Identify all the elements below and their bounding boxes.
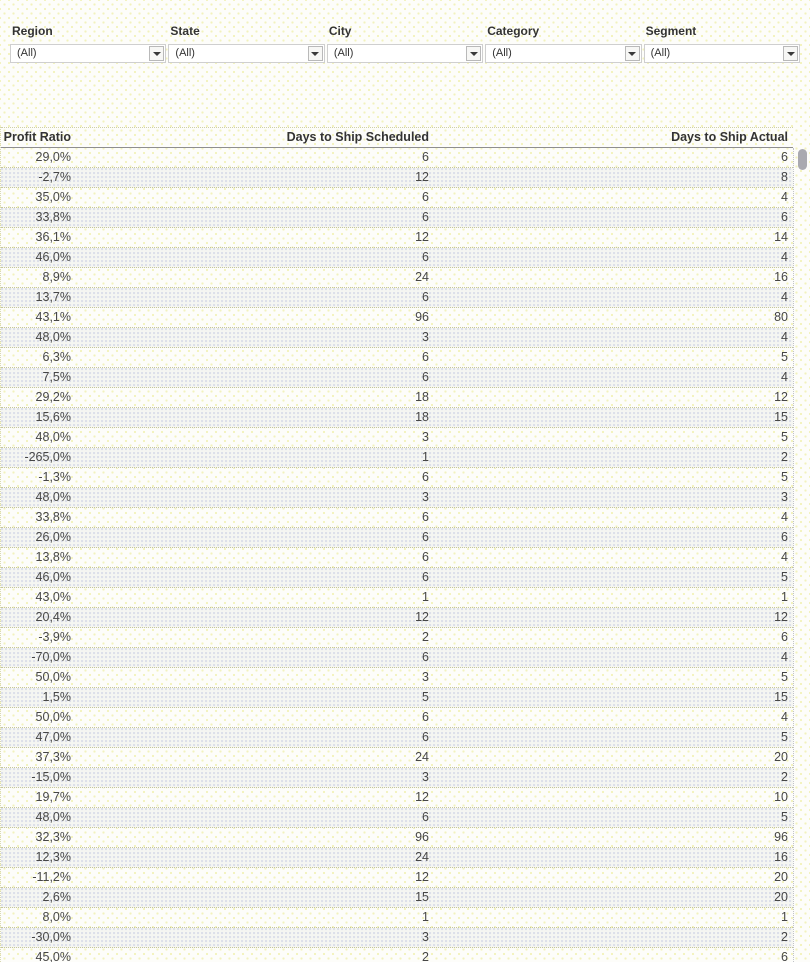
table-cell[interactable]: 15,6% bbox=[35, 410, 71, 424]
table-cell[interactable]: 4 bbox=[781, 550, 788, 564]
category-dropdown[interactable] bbox=[485, 44, 641, 63]
table-row bbox=[1, 308, 793, 328]
table-cell[interactable]: 6 bbox=[422, 190, 429, 204]
table-cell[interactable]: 13,8% bbox=[35, 550, 71, 564]
table-cell[interactable]: 4 bbox=[781, 290, 788, 304]
table-cell[interactable]: 4 bbox=[781, 330, 788, 344]
table-cell[interactable]: 14 bbox=[774, 230, 788, 244]
table-cell[interactable]: 47,0% bbox=[35, 730, 71, 744]
filter-bar bbox=[0, 0, 810, 63]
table-row bbox=[1, 408, 793, 428]
table-row bbox=[1, 248, 793, 268]
table-cell[interactable]: 35,0% bbox=[35, 190, 71, 204]
table-cell[interactable]: -11,2% bbox=[32, 870, 71, 884]
column-header-profit-ratio[interactable]: Profit Ratio bbox=[3, 130, 71, 144]
table-cell[interactable]: 20 bbox=[774, 870, 788, 884]
filter-label: Category bbox=[487, 24, 540, 38]
table-row bbox=[1, 948, 793, 962]
table-cell[interactable]: 96 bbox=[415, 830, 429, 844]
table-cell[interactable]: 2,6% bbox=[42, 890, 71, 904]
table-cell[interactable]: 5 bbox=[422, 690, 429, 704]
table-cell[interactable]: 3 bbox=[422, 670, 429, 684]
table-row bbox=[1, 348, 793, 368]
table-cell[interactable]: 4 bbox=[781, 370, 788, 384]
table-row bbox=[1, 368, 793, 388]
scrollbar-thumb[interactable] bbox=[798, 149, 807, 170]
table-cell[interactable]: 6 bbox=[422, 470, 429, 484]
table-cell[interactable]: 24 bbox=[415, 850, 429, 864]
table-cell[interactable]: 6 bbox=[422, 150, 429, 164]
table-row bbox=[1, 628, 793, 648]
table-cell[interactable]: 5 bbox=[781, 470, 788, 484]
table-cell[interactable]: 5 bbox=[781, 730, 788, 744]
table-cell[interactable]: 48,0% bbox=[35, 330, 71, 344]
table-cell[interactable]: 1 bbox=[422, 590, 429, 604]
table-cell[interactable]: 8 bbox=[781, 170, 788, 184]
table-row bbox=[1, 608, 793, 628]
table-cell[interactable]: 36,1% bbox=[35, 230, 71, 244]
table-row bbox=[1, 428, 793, 448]
table-cell[interactable]: 6 bbox=[422, 810, 429, 824]
filter-label: State bbox=[170, 24, 200, 38]
table-cell[interactable]: 20,4% bbox=[35, 610, 71, 624]
table-cell[interactable]: 96 bbox=[415, 310, 429, 324]
table-cell[interactable]: 6 bbox=[422, 550, 429, 564]
table-cell[interactable]: 6 bbox=[422, 210, 429, 224]
table-cell[interactable]: 46,0% bbox=[35, 570, 71, 584]
filter-state bbox=[168, 24, 324, 63]
table-cell[interactable]: 16 bbox=[774, 850, 788, 864]
table-cell[interactable]: -70,0% bbox=[31, 650, 71, 664]
table-row bbox=[1, 748, 793, 768]
table-cell[interactable]: 2 bbox=[422, 950, 429, 962]
table-cell[interactable]: 24 bbox=[415, 750, 429, 764]
state-dropdown[interactable] bbox=[168, 44, 324, 63]
table-row bbox=[1, 228, 793, 248]
dropdown-button[interactable] bbox=[308, 46, 323, 61]
table-cell[interactable]: 8,9% bbox=[42, 270, 71, 284]
table-cell[interactable]: 4 bbox=[781, 710, 788, 724]
table-cell[interactable]: -265,0% bbox=[24, 450, 71, 464]
table-body bbox=[1, 148, 793, 962]
table-cell[interactable]: 6 bbox=[422, 350, 429, 364]
table-cell[interactable]: 6 bbox=[422, 650, 429, 664]
table-cell[interactable]: 6 bbox=[422, 510, 429, 524]
table-cell[interactable]: 80 bbox=[774, 310, 788, 324]
table-cell[interactable]: 12 bbox=[415, 170, 429, 184]
table-cell[interactable]: 29,0% bbox=[35, 150, 71, 164]
table-row bbox=[1, 208, 793, 228]
table-cell[interactable]: 12 bbox=[415, 870, 429, 884]
table-row bbox=[1, 288, 793, 308]
table-row bbox=[1, 708, 793, 728]
table-cell[interactable]: 2 bbox=[422, 630, 429, 644]
table-cell[interactable]: 10 bbox=[774, 790, 788, 804]
chevron-down-icon bbox=[153, 52, 161, 56]
table-row bbox=[1, 868, 793, 888]
segment-dropdown[interactable] bbox=[644, 44, 800, 63]
table-cell[interactable]: 8,0% bbox=[42, 910, 71, 924]
filter-region bbox=[10, 24, 166, 63]
filter-city bbox=[327, 24, 483, 63]
table-cell[interactable]: 16 bbox=[774, 270, 788, 284]
table-row bbox=[1, 388, 793, 408]
table-cell[interactable]: 1 bbox=[781, 910, 788, 924]
chevron-down-icon bbox=[311, 52, 319, 56]
table-cell[interactable]: 50,0% bbox=[35, 670, 71, 684]
table-row bbox=[1, 728, 793, 748]
table-cell[interactable]: 4 bbox=[781, 250, 788, 264]
table-cell[interactable]: 15 bbox=[774, 690, 788, 704]
table-header bbox=[1, 127, 793, 148]
table-row bbox=[1, 168, 793, 188]
table-cell[interactable]: 2 bbox=[781, 770, 788, 784]
table-cell[interactable]: 12 bbox=[774, 610, 788, 624]
table-cell[interactable]: 5 bbox=[781, 810, 788, 824]
table-cell[interactable]: 3 bbox=[422, 330, 429, 344]
table-row bbox=[1, 688, 793, 708]
table-row bbox=[1, 188, 793, 208]
table-cell[interactable]: 24 bbox=[415, 270, 429, 284]
table-cell[interactable]: 48,0% bbox=[35, 810, 71, 824]
table-cell[interactable]: 46,0% bbox=[35, 250, 71, 264]
table-cell[interactable]: 12 bbox=[415, 790, 429, 804]
table-cell[interactable]: 5 bbox=[781, 430, 788, 444]
filter-segment bbox=[644, 24, 800, 63]
table-cell[interactable]: 13,7% bbox=[35, 290, 71, 304]
dropdown-button[interactable] bbox=[783, 46, 798, 61]
table-cell[interactable]: 6 bbox=[781, 210, 788, 224]
table-cell[interactable]: -15,0% bbox=[31, 770, 71, 784]
table-cell[interactable]: 33,8% bbox=[35, 210, 71, 224]
table-row bbox=[1, 768, 793, 788]
data-table bbox=[0, 127, 793, 962]
table-cell[interactable]: -30,0% bbox=[31, 930, 71, 944]
dropdown-value: (All) bbox=[333, 47, 354, 59]
column-header-days-to-ship-scheduled[interactable]: Days to Ship Scheduled bbox=[286, 130, 429, 144]
table-cell[interactable]: 29,2% bbox=[35, 390, 71, 404]
table-row bbox=[1, 448, 793, 468]
table-cell[interactable]: 1 bbox=[781, 590, 788, 604]
chevron-down-icon bbox=[628, 52, 636, 56]
dropdown-value: (All) bbox=[492, 47, 512, 59]
table-cell[interactable]: 6 bbox=[422, 730, 429, 744]
table-cell[interactable]: 3 bbox=[781, 490, 788, 504]
table-cell[interactable]: 6 bbox=[781, 950, 788, 962]
table-row bbox=[1, 848, 793, 868]
filter-label: Segment bbox=[645, 24, 697, 38]
table-row bbox=[1, 508, 793, 528]
table-cell[interactable]: 45,0% bbox=[35, 950, 71, 962]
table-cell[interactable]: 6 bbox=[422, 570, 429, 584]
table-cell[interactable]: 19,7% bbox=[35, 790, 71, 804]
table-cell[interactable]: 15 bbox=[774, 410, 788, 424]
table-cell[interactable]: 6 bbox=[781, 150, 788, 164]
table-cell[interactable]: 43,1% bbox=[35, 310, 71, 324]
chevron-down-icon bbox=[470, 52, 478, 56]
table-cell[interactable]: 3 bbox=[422, 490, 429, 504]
table-cell[interactable]: 12 bbox=[415, 230, 429, 244]
table-cell[interactable]: 4 bbox=[781, 510, 788, 524]
dropdown-value: (All) bbox=[175, 47, 195, 59]
table-cell[interactable]: 3 bbox=[422, 930, 429, 944]
table-cell[interactable]: 6 bbox=[422, 370, 429, 384]
table-cell[interactable]: 18 bbox=[415, 390, 429, 404]
table-cell[interactable]: 6 bbox=[422, 710, 429, 724]
table-cell[interactable]: 20 bbox=[774, 890, 788, 904]
dropdown-value: (All) bbox=[650, 47, 671, 59]
table-row bbox=[1, 328, 793, 348]
table-cell[interactable]: 2 bbox=[781, 930, 788, 944]
dropdown-button[interactable] bbox=[149, 46, 164, 61]
table-cell[interactable]: 2 bbox=[781, 450, 788, 464]
table-cell[interactable]: 1,5% bbox=[42, 690, 71, 704]
table-cell[interactable]: 32,3% bbox=[35, 830, 71, 844]
table-cell[interactable]: 50,0% bbox=[35, 710, 71, 724]
table-cell[interactable]: 3 bbox=[422, 770, 429, 784]
table-cell[interactable]: 48,0% bbox=[35, 430, 71, 444]
table-cell[interactable]: 6 bbox=[422, 250, 429, 264]
table-row bbox=[1, 828, 793, 848]
table-cell[interactable]: 6 bbox=[422, 530, 429, 544]
table-cell[interactable]: 43,0% bbox=[35, 590, 71, 604]
table-cell[interactable]: 5 bbox=[781, 570, 788, 584]
table-cell[interactable]: -1,3% bbox=[38, 470, 71, 484]
table-cell[interactable]: 12,3% bbox=[35, 850, 71, 864]
table-cell[interactable]: 1 bbox=[422, 450, 429, 464]
table-cell[interactable]: 7,5% bbox=[42, 370, 71, 384]
table-cell[interactable]: 4 bbox=[781, 650, 788, 664]
table-cell[interactable]: 5 bbox=[781, 350, 788, 364]
column-header-days-to-ship-actual[interactable]: Days to Ship Actual bbox=[671, 130, 788, 144]
dropdown-value: (All) bbox=[17, 47, 37, 59]
table-row bbox=[1, 588, 793, 608]
table-cell[interactable]: 48,0% bbox=[35, 490, 71, 504]
table-cell[interactable]: -3,9% bbox=[38, 630, 71, 644]
table-row bbox=[1, 668, 793, 688]
table-cell[interactable]: 12 bbox=[415, 610, 429, 624]
table-cell[interactable]: 15 bbox=[415, 890, 429, 904]
table-cell[interactable]: 4 bbox=[781, 190, 788, 204]
dropdown-button[interactable] bbox=[466, 46, 481, 61]
table-row bbox=[1, 488, 793, 508]
table-cell[interactable]: 26,0% bbox=[35, 530, 71, 544]
table-cell[interactable]: 6 bbox=[781, 630, 788, 644]
filter-label: Region bbox=[12, 24, 53, 38]
vertical-scrollbar[interactable] bbox=[793, 148, 810, 962]
region-dropdown[interactable] bbox=[10, 44, 166, 63]
filter-category bbox=[485, 24, 641, 63]
table-row bbox=[1, 548, 793, 568]
table-cell[interactable]: 5 bbox=[781, 670, 788, 684]
table-row bbox=[1, 928, 793, 948]
dropdown-button[interactable] bbox=[625, 46, 640, 61]
table-row bbox=[1, 908, 793, 928]
filter-label: City bbox=[328, 24, 352, 38]
table-cell[interactable]: 20 bbox=[774, 750, 788, 764]
table-cell[interactable]: 1 bbox=[422, 910, 429, 924]
table-cell[interactable]: 6 bbox=[781, 530, 788, 544]
city-dropdown[interactable] bbox=[327, 44, 483, 63]
table-cell[interactable]: 6 bbox=[422, 290, 429, 304]
table-row bbox=[1, 268, 793, 288]
table-row bbox=[1, 528, 793, 548]
table-cell[interactable]: 12 bbox=[774, 390, 788, 404]
table-row bbox=[1, 808, 793, 828]
table-row bbox=[1, 468, 793, 488]
table-cell[interactable]: -2,7% bbox=[38, 170, 71, 184]
table-cell[interactable]: 96 bbox=[774, 830, 788, 844]
table-row bbox=[1, 648, 793, 668]
table-row bbox=[1, 568, 793, 588]
table-cell[interactable]: 18 bbox=[415, 410, 429, 424]
table-row bbox=[1, 148, 793, 168]
table-cell[interactable]: 6,3% bbox=[42, 350, 71, 364]
table-cell[interactable]: 37,3% bbox=[35, 750, 71, 764]
chevron-down-icon bbox=[787, 52, 795, 56]
table-cell[interactable]: 33,8% bbox=[35, 510, 71, 524]
table-row bbox=[1, 888, 793, 908]
table-row bbox=[1, 788, 793, 808]
table-cell[interactable]: 3 bbox=[422, 430, 429, 444]
